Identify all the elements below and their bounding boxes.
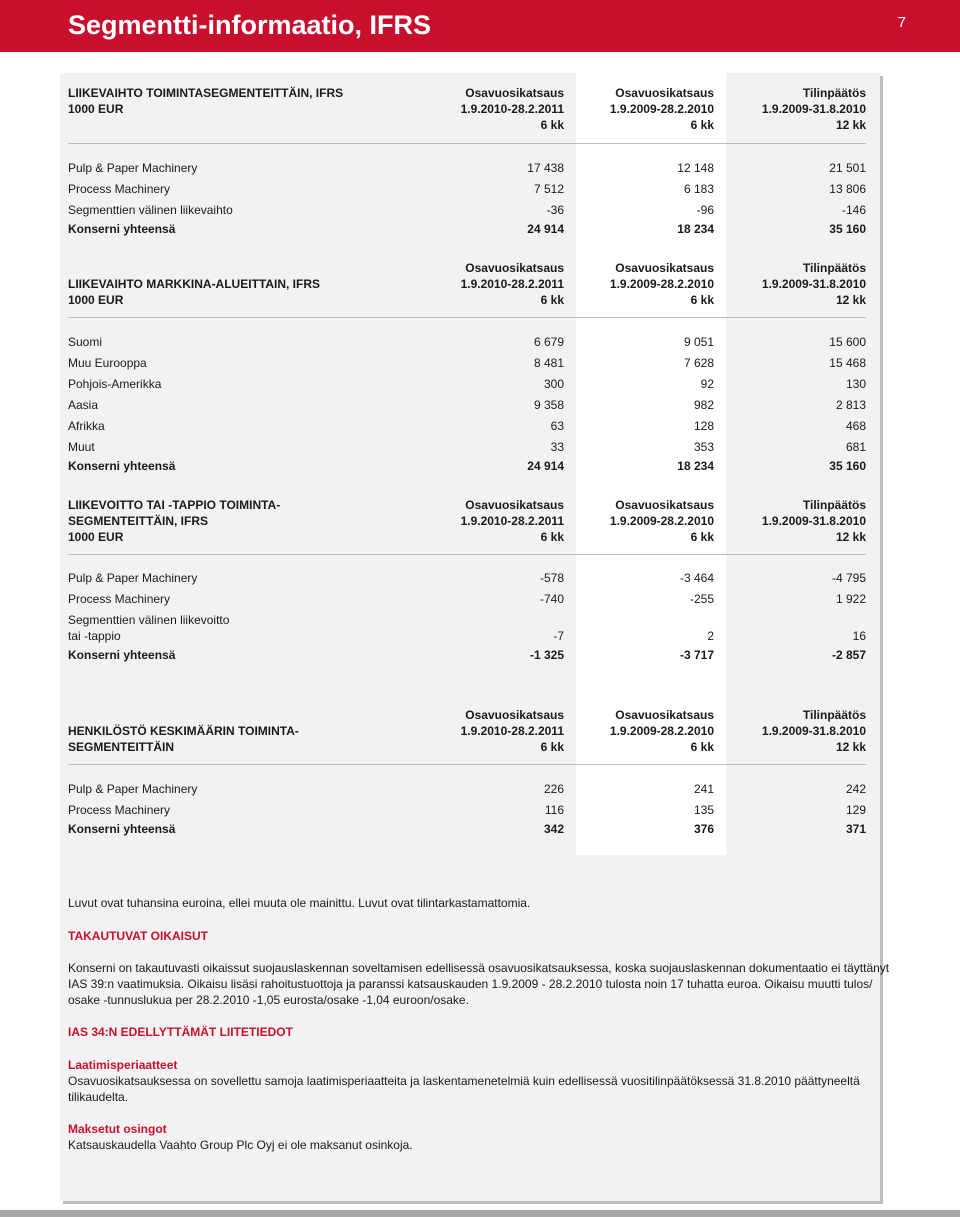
row-label: Process Machinery xyxy=(68,592,171,606)
cell: 9 358 xyxy=(533,398,564,412)
cell: 242 xyxy=(845,782,866,796)
row-label: Muu Eurooppa xyxy=(68,356,147,370)
cell: 130 xyxy=(845,377,866,391)
total-cell: 376 xyxy=(693,822,714,836)
cell: 116 xyxy=(544,803,564,817)
col-header: Osavuosikatsaus xyxy=(615,86,714,100)
cell: -96 xyxy=(696,203,714,217)
row-label: Suomi xyxy=(68,335,103,349)
col-header: Osavuosikatsaus xyxy=(615,708,714,722)
col-header: 6 kk xyxy=(690,530,714,544)
cell: 353 xyxy=(693,440,714,454)
cell: -255 xyxy=(689,592,714,606)
subheading-maksetut-osingot: Maksetut osingot xyxy=(68,1122,167,1136)
row-label: Segmenttien välinen liikevoitto xyxy=(68,613,230,627)
paragraph-line: IAS 39:n vaatimuksia. Oikaisu lisäsi rahoitustuottoja ja paranssi katsauskauden 1.9.2009 - 28.2.2010 tulosta noin 17 tuhatta euroa. Oikaisu muutti tulos/ xyxy=(68,977,873,991)
col-header: 6 kk xyxy=(690,293,714,307)
divider xyxy=(68,143,866,144)
col-header: 1.9.2009-31.8.2010 xyxy=(761,102,866,116)
col-header: 12 kk xyxy=(835,740,866,754)
cell: 300 xyxy=(543,377,564,391)
cell: -740 xyxy=(539,592,564,606)
cell: 982 xyxy=(693,398,714,412)
page-header-bar xyxy=(0,0,960,52)
section-heading-ias34: IAS 34:N EDELLYTTÄMÄT LIITETIEDOT xyxy=(68,1025,293,1039)
table-title: SEGMENTEITTÄIN, IFRS xyxy=(68,514,209,528)
cell: 681 xyxy=(845,440,866,454)
table-unit: 1000 EUR xyxy=(68,102,124,116)
page-title: Segmentti-informaatio, IFRS xyxy=(68,10,432,40)
table-title: LIIKEVAIHTO MARKKINA-ALUEITTAIN, IFRS xyxy=(68,277,320,291)
col-header: Tilinpäätös xyxy=(802,708,866,722)
table-title: LIIKEVAIHTO TOIMINTASEGMENTEITTÄIN, IFRS xyxy=(68,86,344,100)
cell: 63 xyxy=(550,419,564,433)
table-title: SEGMENTEITTÄIN xyxy=(68,740,175,754)
total-cell: 35 160 xyxy=(829,459,866,473)
cell: 21 501 xyxy=(829,161,866,175)
total-cell: 342 xyxy=(543,822,564,836)
cell: -146 xyxy=(841,203,866,217)
col-header: 6 kk xyxy=(690,118,714,132)
col-header: Osavuosikatsaus xyxy=(465,708,564,722)
paragraph-line: Osavuosikatsauksessa on sovellettu samoja laatimisperiaatteita ja laskentamenetelmiä kuin edellisessä vuositilinpäätöksessä 31.8.2010 päättyneeltä xyxy=(68,1074,860,1088)
cell: -578 xyxy=(539,571,564,585)
row-label: Pohjois-Amerikka xyxy=(68,377,162,391)
cell: 33 xyxy=(550,440,564,454)
col-header: 1.9.2009-28.2.2010 xyxy=(609,514,714,528)
cell: 6 183 xyxy=(683,182,714,196)
col-header: 6 kk xyxy=(540,293,564,307)
col-header: 6 kk xyxy=(540,530,564,544)
cell: 468 xyxy=(845,419,866,433)
cell: -3 464 xyxy=(679,571,714,585)
cell: -36 xyxy=(546,203,564,217)
total-row-label: Konserni yhteensä xyxy=(68,648,176,662)
col-header: 1.9.2009-31.8.2010 xyxy=(761,277,866,291)
cell: -7 xyxy=(553,629,564,643)
col-header: 1.9.2010-28.2.2011 xyxy=(460,102,564,116)
cell: 241 xyxy=(693,782,714,796)
col-header: 6 kk xyxy=(540,118,564,132)
col-header: 1.9.2009-28.2.2010 xyxy=(609,277,714,291)
table-title: LIIKEVOITTO TAI -TAPPIO TOIMINTA- xyxy=(68,498,281,512)
total-cell: 24 914 xyxy=(527,459,564,473)
col-header: Osavuosikatsaus xyxy=(465,261,564,275)
col-header: 1.9.2010-28.2.2011 xyxy=(460,277,564,291)
total-cell: -3 717 xyxy=(679,648,714,662)
row-label: Process Machinery xyxy=(68,182,171,196)
col-header: 12 kk xyxy=(835,118,866,132)
cell: 9 051 xyxy=(683,335,714,349)
total-row-label: Konserni yhteensä xyxy=(68,822,176,836)
col-header: Osavuosikatsaus xyxy=(465,86,564,100)
cell: -4 795 xyxy=(831,571,866,585)
table-unit: 1000 EUR xyxy=(68,530,124,544)
page-number: 7 xyxy=(897,14,906,31)
col-header: 1.9.2009-31.8.2010 xyxy=(761,514,866,528)
total-cell: -1 325 xyxy=(529,648,564,662)
col-header: 1.9.2010-28.2.2011 xyxy=(460,724,564,738)
cell: 226 xyxy=(543,782,564,796)
cell: 135 xyxy=(693,803,714,817)
col-header: 1.9.2010-28.2.2011 xyxy=(460,514,564,528)
cell: 128 xyxy=(693,419,714,433)
row-label: Pulp & Paper Machinery xyxy=(68,782,198,796)
cell: 15 600 xyxy=(829,335,866,349)
row-label: Muut xyxy=(68,440,95,454)
cell: 17 438 xyxy=(527,161,564,175)
cell: 8 481 xyxy=(533,356,564,370)
col-header: Tilinpäätös xyxy=(802,498,866,512)
paragraph-line: osake -tunnuslukua per 28.2.2010 -1,05 eurosta/osake -1,04 euroon/osake. xyxy=(68,993,469,1007)
col-header: Tilinpäätös xyxy=(802,261,866,275)
cell: 1 922 xyxy=(835,592,866,606)
total-cell: 18 234 xyxy=(677,459,714,473)
total-row-label: Konserni yhteensä xyxy=(68,222,176,236)
total-cell: 18 234 xyxy=(677,222,714,236)
col-header: 1.9.2009-28.2.2010 xyxy=(609,102,714,116)
section-heading-takautuvat: TAKAUTUVAT OIKAISUT xyxy=(68,929,208,943)
subheading-laatimisperiaatteet: Laatimisperiaatteet xyxy=(68,1058,178,1072)
cell: 13 806 xyxy=(829,182,866,196)
col-header: 12 kk xyxy=(835,530,866,544)
row-label: Afrikka xyxy=(68,419,105,433)
cell: 2 813 xyxy=(835,398,866,412)
col-header: 6 kk xyxy=(690,740,714,754)
col-header: 1.9.2009-28.2.2010 xyxy=(609,724,714,738)
col-header: Tilinpäätös xyxy=(802,86,866,100)
page-footer-bar xyxy=(0,1210,960,1217)
divider xyxy=(68,554,866,555)
total-row-label: Konserni yhteensä xyxy=(68,459,176,473)
total-cell: 371 xyxy=(845,822,866,836)
table-unit: 1000 EUR xyxy=(68,293,124,307)
paragraph-line: tilikaudelta. xyxy=(68,1090,129,1104)
row-label-continued: tai -tappio xyxy=(68,629,121,643)
paragraph-line: Konserni on takautuvasti oikaissut suojauslaskennan soveltamisen edellisessä osavuosikatsauksessa, koska suojauslaskennan dokumentaatio ei täyttänyt xyxy=(68,961,890,975)
divider xyxy=(68,764,866,765)
total-cell: 35 160 xyxy=(829,222,866,236)
col-header: Osavuosikatsaus xyxy=(615,498,714,512)
cell: 15 468 xyxy=(829,356,866,370)
row-label: Pulp & Paper Machinery xyxy=(68,161,198,175)
row-label: Segmenttien välinen liikevaihto xyxy=(68,203,233,217)
cell: 92 xyxy=(700,377,714,391)
footnote: Luvut ovat tuhansina euroina, ellei muuta ole mainittu. Luvut ovat tilintarkastamattomia. xyxy=(68,896,531,910)
cell: 2 xyxy=(707,629,714,643)
col-header: 12 kk xyxy=(835,293,866,307)
cell: 7 512 xyxy=(533,182,564,196)
col-header: 1.9.2009-31.8.2010 xyxy=(761,724,866,738)
cell: 129 xyxy=(845,803,866,817)
cell: 7 628 xyxy=(683,356,714,370)
cell: 16 xyxy=(852,629,866,643)
col-header: Osavuosikatsaus xyxy=(465,498,564,512)
divider xyxy=(68,317,866,318)
cell: 6 679 xyxy=(533,335,564,349)
row-label: Process Machinery xyxy=(68,803,171,817)
table-title: HENKILÖSTÖ KESKIMÄÄRIN TOIMINTA- xyxy=(68,724,299,738)
row-label: Pulp & Paper Machinery xyxy=(68,571,198,585)
cell: 12 148 xyxy=(677,161,714,175)
total-cell: 24 914 xyxy=(527,222,564,236)
paragraph-line: Katsauskaudella Vaahto Group Plc Oyj ei ole maksanut osinkoja. xyxy=(68,1138,413,1152)
col-header: Osavuosikatsaus xyxy=(615,261,714,275)
col-header: 6 kk xyxy=(540,740,564,754)
row-label: Aasia xyxy=(68,398,99,412)
total-cell: -2 857 xyxy=(831,648,866,662)
